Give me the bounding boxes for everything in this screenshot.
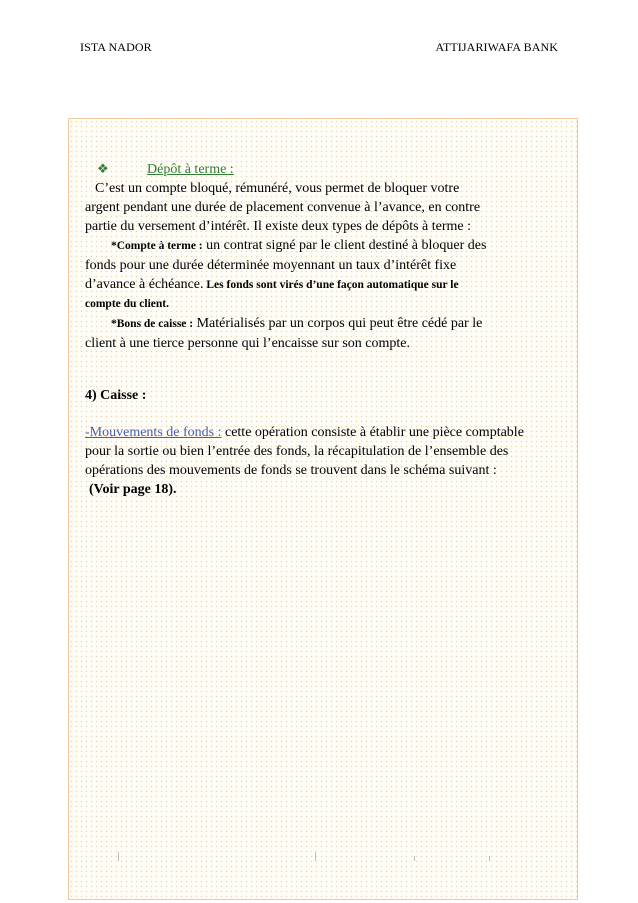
footer-tick	[414, 856, 415, 861]
bons-line-2: client à une tierce personne qui l’encaisse sur son compte.	[85, 336, 410, 351]
header-right-text: ATTIJARIWAFA BANK	[435, 40, 558, 54]
caisse-title: 4) Caisse :	[85, 388, 147, 403]
diamond-bullet-icon: ❖	[97, 162, 109, 177]
depot-line-3: partie du versement d’intérêt. Il existe deux types de dépôts à terme :	[85, 219, 472, 234]
bons-text: Matérialisés par un corpos qui peut être cédé par le	[193, 316, 483, 331]
compte-text: un contrat signé par le client destiné à bloquer des	[202, 238, 487, 253]
compte-line-4: compte du client.	[85, 298, 170, 310]
depot-line-1: C’est un compte bloqué, rémunéré, vous permet de bloquer votre	[95, 181, 460, 196]
voir-page-reference: (Voir page 18).	[89, 482, 177, 497]
depot-line-2: argent pendant une durée de placement convenue à l’avance, en contre	[85, 200, 481, 215]
bons-line-1	[85, 314, 565, 334]
depot-title: Dépôt à terme :	[147, 162, 234, 177]
mouv-line-1	[85, 423, 565, 442]
mouv-line-2: pour la sortie ou bien l’entrée des fonds, la récapitulation de l’ensemble des	[85, 444, 509, 459]
bons-label: *Bons de caisse :	[111, 318, 194, 330]
footer-tick	[118, 852, 119, 861]
header-left-text: ISTA NADOR	[80, 40, 152, 54]
compte-label: *Compte à terme :	[111, 240, 203, 252]
footer-tick	[489, 856, 490, 861]
mouv-text: cette opération consiste à établir une pièce comptable	[221, 425, 524, 440]
compte-line-1	[85, 236, 565, 256]
spacer	[85, 405, 565, 423]
compte-line3-a: d’avance à échéance.	[85, 277, 204, 292]
compte-line-3	[85, 275, 565, 295]
compte-line3-b: Les fonds sont virés d’une façon automatique sur le	[203, 279, 459, 291]
mouv-label: -Mouvements de fonds :	[85, 425, 222, 440]
compte-line-2: fonds pour une durée déterminée moyennant un taux d’intérêt fixe	[85, 258, 457, 273]
depot-heading	[85, 160, 565, 179]
document-content	[85, 160, 565, 499]
mouv-line-3: opérations des mouvements de fonds se trouvent dans le schéma suivant :	[85, 463, 497, 478]
footer-tick	[315, 852, 316, 861]
